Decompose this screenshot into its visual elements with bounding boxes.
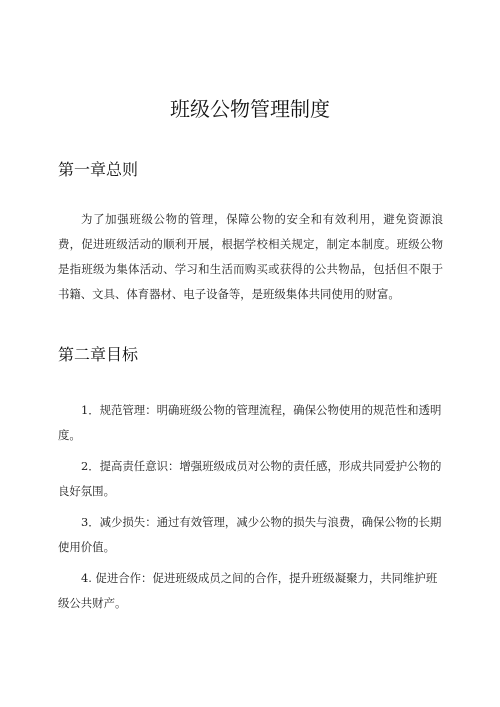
goal-item-1: 1．规范管理：明确班级公物的管理流程，确保公物使用的规范性和透明度。 bbox=[58, 403, 442, 442]
document-title: 班级公物管理制度 bbox=[170, 97, 330, 121]
goal-item-4: 4. 促进合作：促进班级成员之间的合作，提升班级凝聚力，共同维护班级公共财产。 bbox=[58, 571, 438, 610]
goal-item-3: 3．减少损失：通过有效管理，减少公物的损失与浪费，确保公物的长期使用价值。 bbox=[58, 515, 442, 554]
chapter-1-heading: 第一章总则 bbox=[58, 160, 139, 179]
goals-list bbox=[58, 398, 448, 622]
chapter-1-paragraph: 为了加强班级公物的管理，保障公物的安全和有效利用，避免资源浪费，促进班级活动的顺利开展，根据学校相关规定，制定本制度。班级公物是指班级为集体活动、学习和生活而购买或获得的公共物品，包括但不限于书籍、文具、体育器材、电子设备等，是班级集体共同使用的财富。 bbox=[58, 212, 443, 301]
chapter-2-heading: 第二章目标 bbox=[58, 345, 139, 364]
goal-item-2: 2．提高责任意识：增强班级成员对公物的责任感，形成共同爱护公物的良好氛围。 bbox=[58, 459, 442, 498]
